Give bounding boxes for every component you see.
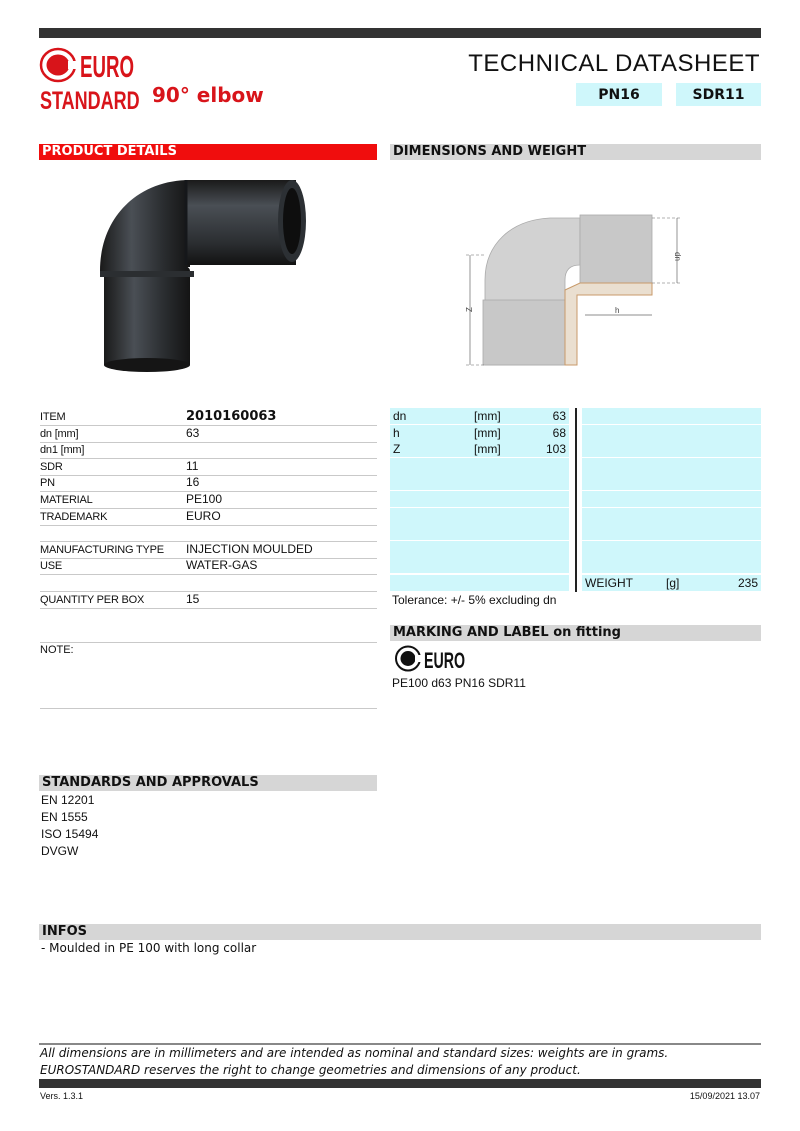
dimension-row bbox=[390, 441, 569, 458]
document-title: TECHNICAL DATASHEET bbox=[468, 50, 760, 77]
dimension-row bbox=[390, 541, 569, 558]
detail-value: EURO bbox=[186, 508, 221, 523]
dimension-row bbox=[390, 508, 569, 525]
dimension-row bbox=[390, 408, 569, 425]
footer-disclaimer-1: All dimensions are in millimeters and are intended as nominal and standard sizes: weights are in grams. bbox=[40, 1046, 669, 1060]
dimension-row-right bbox=[582, 508, 761, 525]
note-rule bbox=[40, 708, 377, 709]
weight-label: WEIGHT bbox=[585, 576, 633, 590]
dimension-row-right bbox=[582, 541, 761, 558]
standard-item: EN 12201 bbox=[41, 793, 95, 807]
standard-item: EN 1555 bbox=[41, 810, 88, 824]
drawing-z-label: Z bbox=[465, 307, 474, 312]
dimension-row bbox=[390, 491, 569, 508]
date-text: 15/09/2021 13.07 bbox=[689, 1091, 760, 1101]
detail-row bbox=[40, 475, 377, 492]
detail-value: 11 bbox=[186, 458, 199, 473]
dimension-value: 68 bbox=[552, 425, 566, 440]
dimension-row-right bbox=[582, 524, 761, 541]
dimension-unit: [mm] bbox=[474, 425, 501, 440]
detail-label: MATERIAL bbox=[40, 494, 93, 506]
footer-rule bbox=[39, 1043, 761, 1045]
section-marking-label: MARKING AND LABEL on fitting bbox=[390, 625, 761, 641]
dimension-value: 63 bbox=[552, 409, 566, 423]
section-dimensions-weight: DIMENSIONS AND WEIGHT bbox=[390, 144, 761, 160]
detail-label: PN bbox=[40, 477, 55, 490]
dimension-row bbox=[390, 425, 569, 442]
detail-value: 63 bbox=[186, 425, 200, 440]
dimension-row-right bbox=[582, 474, 761, 491]
dimension-name: h bbox=[393, 425, 400, 440]
detail-row bbox=[40, 459, 377, 476]
dimension-row-right bbox=[582, 491, 761, 508]
dimension-row-right bbox=[582, 408, 761, 425]
marking-text: PE100 d63 PN16 SDR11 bbox=[392, 676, 526, 690]
top-rule bbox=[39, 28, 761, 38]
eurostandard-logo bbox=[40, 47, 136, 83]
marking-logo-text: EURO bbox=[424, 648, 465, 673]
detail-value: PE100 bbox=[186, 492, 223, 506]
product-name: 90° elbow bbox=[152, 83, 264, 107]
detail-row bbox=[40, 509, 377, 526]
marking-logo bbox=[395, 645, 467, 672]
section-product-details: PRODUCT DETAILS bbox=[39, 144, 377, 160]
detail-label: TRADEMARK bbox=[40, 510, 108, 523]
dimension-row-right bbox=[582, 557, 761, 574]
detail-label: ITEM bbox=[40, 411, 66, 423]
elbow-photo bbox=[90, 175, 315, 375]
dimension-name: Z bbox=[393, 442, 401, 457]
version-text: Vers. 1.3.1 bbox=[40, 1091, 84, 1101]
weight-unit: [g] bbox=[666, 576, 680, 590]
detail-row bbox=[40, 592, 377, 609]
detail-row bbox=[40, 558, 377, 575]
dimension-row-right bbox=[582, 458, 761, 475]
pn-badge: PN16 bbox=[576, 83, 662, 106]
note-label: NOTE: bbox=[40, 644, 74, 656]
detail-label: dn [mm] bbox=[40, 427, 79, 440]
detail-value: 16 bbox=[186, 475, 200, 490]
dimension-drawing bbox=[455, 200, 695, 380]
dimension-value: 103 bbox=[545, 442, 566, 457]
dimension-row-right bbox=[582, 441, 761, 458]
weight-row bbox=[582, 575, 761, 592]
detail-row bbox=[40, 542, 377, 559]
detail-value: WATER-GAS bbox=[186, 558, 258, 573]
standard-item: ISO 15494 bbox=[41, 827, 99, 841]
spacer-rule bbox=[40, 612, 377, 643]
detail-label: dn1 [mm] bbox=[40, 444, 85, 457]
standard-item: DVGW bbox=[41, 844, 79, 858]
bottom-rule bbox=[39, 1079, 761, 1088]
detail-label: MANUFACTURING TYPE bbox=[40, 543, 164, 556]
infos-text: - Moulded in PE 100 with long collar bbox=[41, 941, 257, 955]
detail-row bbox=[40, 442, 377, 459]
detail-row bbox=[40, 525, 377, 542]
drawing-h-label: h bbox=[615, 306, 620, 315]
logo-standard-text: STANDARD bbox=[40, 87, 140, 115]
svg-text:EURO: EURO bbox=[80, 49, 134, 84]
dimension-row bbox=[390, 524, 569, 541]
detail-row bbox=[40, 575, 377, 592]
section-infos: INFOS bbox=[39, 924, 761, 940]
sdr-badge: SDR11 bbox=[676, 83, 761, 106]
dimension-name: dn bbox=[393, 409, 407, 423]
detail-value: INJECTION MOULDED bbox=[186, 541, 313, 556]
dimension-unit: [mm] bbox=[474, 442, 501, 457]
detail-label: QUANTITY PER BOX bbox=[40, 593, 145, 606]
detail-row bbox=[40, 426, 377, 443]
drawing-d-label: dn bbox=[673, 252, 682, 261]
detail-row bbox=[40, 492, 377, 509]
section-standards: STANDARDS AND APPROVALS bbox=[39, 775, 377, 791]
footer-disclaimer-2: EUROSTANDARD reserves the right to change geometries and dimensions of any product. bbox=[40, 1063, 581, 1077]
dimension-row bbox=[390, 474, 569, 491]
detail-value: 15 bbox=[186, 591, 200, 606]
dimension-row bbox=[390, 575, 569, 592]
dimensions-divider bbox=[575, 408, 577, 592]
dimension-unit: [mm] bbox=[474, 409, 501, 423]
dimension-row bbox=[390, 458, 569, 475]
dimension-row bbox=[390, 557, 569, 574]
weight-value: 235 bbox=[737, 576, 758, 590]
dimension-row-right bbox=[582, 425, 761, 442]
detail-value: 2010160063 bbox=[186, 409, 277, 424]
tolerance-note: Tolerance: +/- 5% excluding dn bbox=[392, 593, 557, 607]
detail-label: SDR bbox=[40, 460, 63, 473]
detail-label: USE bbox=[40, 560, 63, 573]
detail-row bbox=[40, 409, 377, 426]
